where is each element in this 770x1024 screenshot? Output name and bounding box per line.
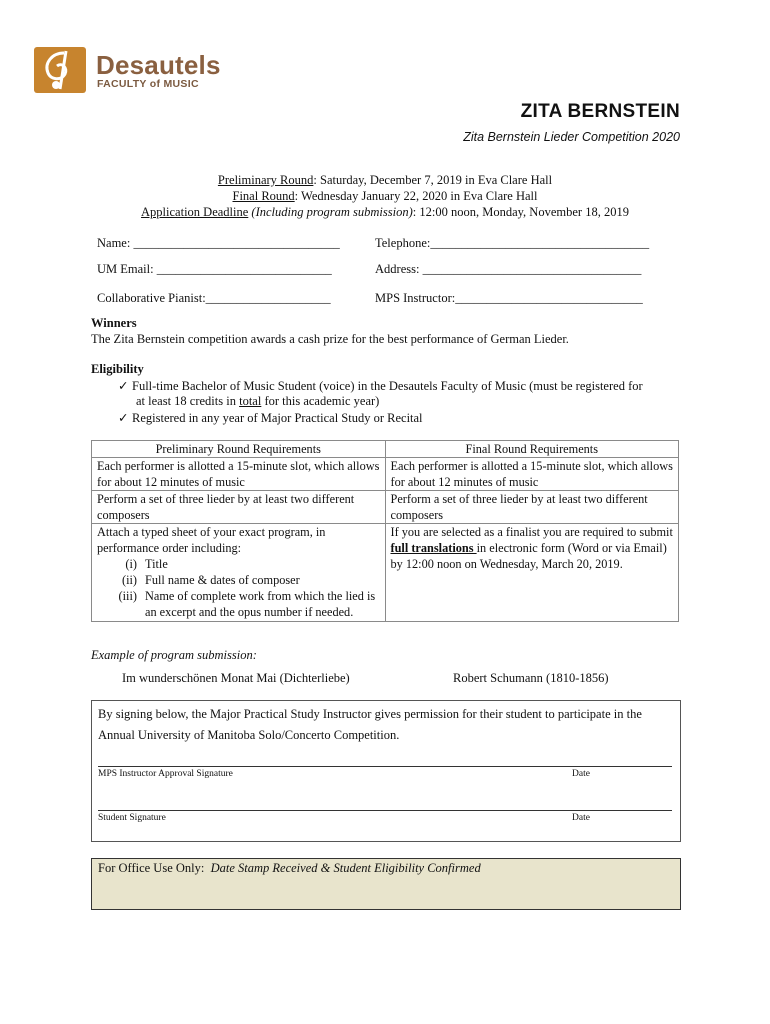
mps-instructor-field[interactable]: MPS Instructor:______________________________ (375, 291, 643, 305)
requirements-table (91, 440, 679, 622)
eligibility-item-1-a: Full-time Bachelor of Music Student (voice) in the Desautels Faculty of Music (must be registered for (132, 379, 643, 393)
office-use-label: For Office Use Only: (98, 861, 205, 875)
eligibility-item-1-b: at least 18 credits in (136, 394, 240, 408)
final-translations-b: in electronic form (Word or via Email) by 12:00 noon on Wednesday, March 20, 2019. (390, 541, 667, 571)
final-header: Final Round Requirements (385, 441, 679, 458)
logo-subtitle: FACULTY of MUSIC (97, 78, 199, 90)
eligibility-item-2 (118, 410, 423, 426)
checkmark-icon: ✓ (118, 379, 129, 393)
example-label: Example of program submission: (91, 648, 257, 662)
table-row (92, 458, 679, 491)
final-lieder: Perform a set of three lieder by at least two different composers (385, 491, 679, 524)
deadline-line (0, 205, 770, 220)
preliminary-round-line (0, 173, 770, 188)
list-text: Full name & dates of composer (145, 573, 300, 587)
student-signature-label: Student Signature (98, 813, 166, 823)
final-slot: Each performer is allotted a 15-minute slot, which allows for about 12 minutes of music (385, 458, 679, 491)
eligibility-item-1-c: for this academic year) (261, 394, 380, 408)
final-round-label: Final Round (232, 189, 295, 203)
logo-name: Desautels (96, 50, 221, 80)
winners-heading: Winners (91, 316, 137, 330)
final-translations-bold: full translations (390, 541, 477, 555)
student-signature-line[interactable] (98, 810, 672, 811)
checkmark-icon: ✓ (118, 411, 129, 425)
table-row (92, 524, 679, 622)
address-field[interactable]: Address: ___________________________________ (375, 262, 642, 276)
prelim-program-intro: Attach a typed sheet of your exact program, in performance order including: (97, 525, 326, 555)
eligibility-heading: Eligibility (91, 362, 144, 376)
list-text: Name of complete work from which the lied is an excerpt and the opus number if needed. (145, 589, 376, 619)
example-composer: Robert Schumann (1810-1856) (453, 671, 609, 685)
prelim-lieder: Perform a set of three lieder by at least two different composers (92, 491, 386, 524)
final-translations-a: If you are selected as a finalist you are required to submit (390, 525, 673, 539)
list-item (97, 588, 380, 620)
list-number: (i) (125, 557, 137, 571)
eligibility-item-2-text: Registered in any year of Major Practical Study or Recital (132, 411, 423, 425)
list-item (97, 556, 380, 572)
pianist-field[interactable]: Collaborative Pianist:____________________ (97, 291, 331, 305)
preliminary-round-text: : Saturday, December 7, 2019 in Eva Clare Hall (313, 173, 553, 187)
table-row (92, 491, 679, 524)
prelim-program (92, 524, 386, 622)
name-field[interactable]: Name: _________________________________ (97, 236, 340, 250)
page-subtitle: Zita Bernstein Lieder Competition 2020 (463, 130, 680, 144)
office-use-note: Date Stamp Received & Student Eligibility Confirmed (210, 861, 481, 875)
office-use-text (98, 861, 481, 876)
final-translations (385, 524, 679, 622)
prelim-slot: Each performer is allotted a 15-minute slot, which allows for about 12 minutes of music (92, 458, 386, 491)
list-text: Title (145, 557, 168, 571)
deadline-text: : 12:00 noon, Monday, November 18, 2019 (412, 205, 629, 219)
final-round-text: : Wednesday January 22, 2020 in Eva Clare Hall (294, 189, 538, 203)
telephone-field[interactable]: Telephone:___________________________________ (375, 236, 650, 250)
prelim-header: Preliminary Round Requirements (92, 441, 386, 458)
final-round-line (0, 189, 770, 204)
date-label-1: Date (572, 769, 590, 779)
mps-signature-line[interactable] (98, 766, 672, 767)
um-email-field[interactable]: UM Email: ____________________________ (97, 262, 332, 276)
office-use-box (91, 858, 681, 910)
list-number: (ii) (121, 573, 137, 587)
date-label-2: Date (572, 813, 590, 823)
example-song: Im wunderschönen Monat Mai (Dichterliebe) (122, 671, 350, 685)
list-item (97, 572, 380, 588)
winners-text: The Zita Bernstein competition awards a cash prize for the best performance of German Lieder. (91, 332, 569, 346)
mps-signature-label: MPS Instructor Approval Signature (98, 769, 233, 779)
signing-text: By signing below, the Major Practical Study Instructor gives permission for their student to participate in the Annual University of Manitoba Solo/Concerto Competition. (98, 707, 642, 742)
deadline-label: Application Deadline (141, 205, 249, 219)
eligibility-item-1 (118, 378, 643, 394)
logo-icon (34, 47, 86, 93)
page-title: ZITA BERNSTEIN (520, 101, 680, 122)
eligibility-item-1-cont (136, 394, 379, 409)
table-row (92, 441, 679, 458)
eligibility-total: total (239, 394, 262, 408)
deadline-note: (Including program submission) (248, 205, 413, 219)
signature-box (91, 700, 681, 842)
list-number: (iii) (118, 589, 137, 603)
preliminary-round-label: Preliminary Round (217, 173, 314, 187)
